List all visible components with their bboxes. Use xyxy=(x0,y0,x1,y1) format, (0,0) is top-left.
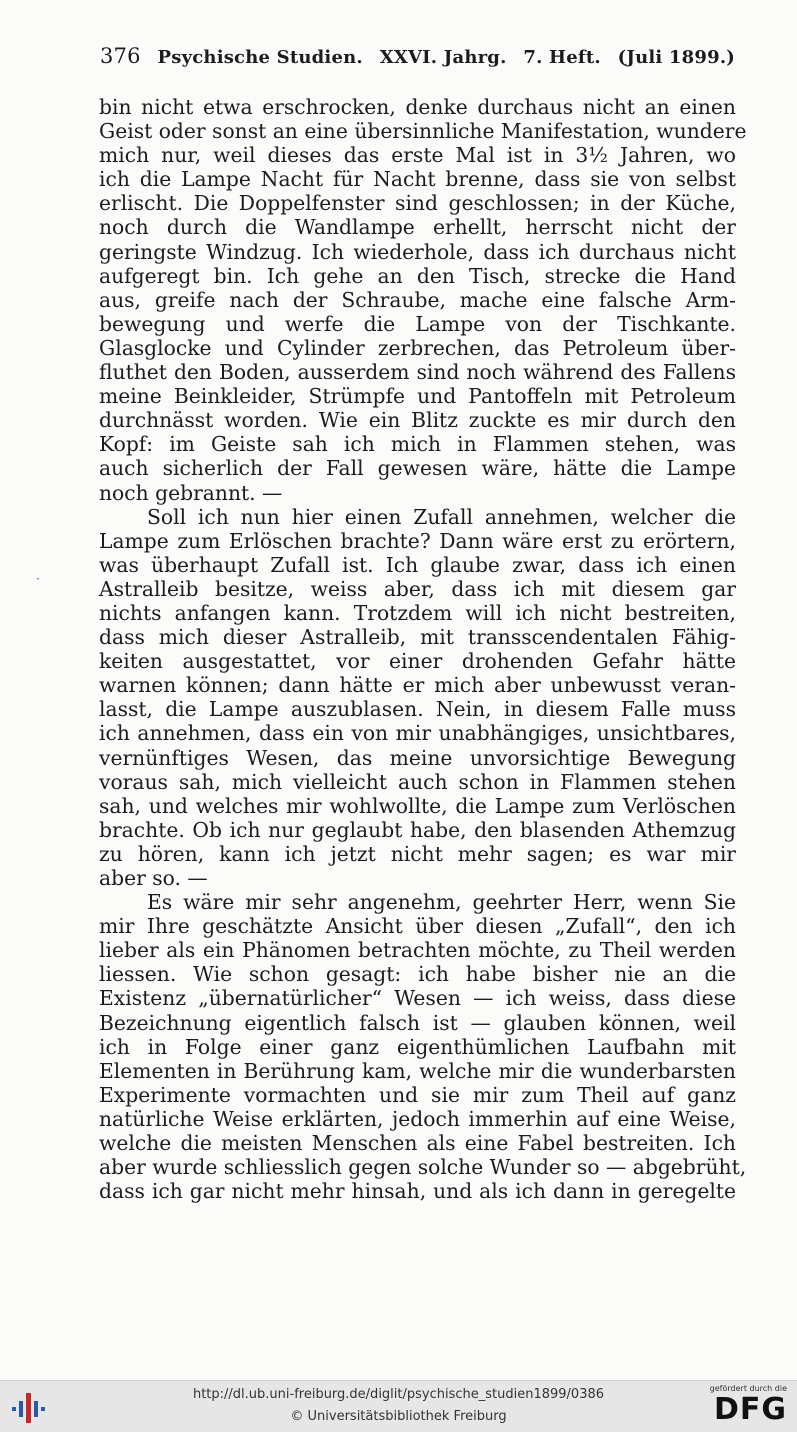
text-line: ich in Folge einer ganz eigenthümlichen Laufbahn mit xyxy=(99,1034,736,1059)
text-line: voraus sah, mich vielleicht auch schon in Flammen stehen xyxy=(99,769,736,794)
text-line: aufgeregt bin. Ich gehe an den Tisch, strecke die Hand xyxy=(99,263,736,288)
text-line: Geist oder sonst an eine übersinnliche Manifestation, wundere xyxy=(99,119,747,144)
text-line: mir Ihre geschätzte Ansicht über diesen „Zufall“, den ich xyxy=(99,914,736,939)
text-line: noch durch die Wandlampe erhellt, herrscht nicht der xyxy=(99,215,736,240)
text-line: aber wurde schliesslich gegen solche Wunder so — abgebrüht, xyxy=(99,1155,747,1180)
text-line: welche die meisten Menschen als eine Fabel bestreiten. Ich xyxy=(99,1131,736,1156)
text-line: noch gebrannt. — xyxy=(99,480,283,505)
text-line: lasst, die Lampe auszublasen. Nein, in diesem Falle muss xyxy=(99,697,736,722)
text-line: liessen. Wie schon gesagt: ich habe bisher nie an die xyxy=(99,962,736,987)
document-url-link[interactable]: http://dl.ub.uni-freiburg.de/diglit/psychische_studien1899/0386 xyxy=(192,1387,605,1402)
text-line: lieber als ein Phänomen betrachten möchte, zu Theil werden xyxy=(99,938,736,963)
text-line: Astralleib besitze, weiss aber, dass ich mit diesem gar xyxy=(99,576,736,601)
text-line: zu hören, kann ich jetzt nicht mehr sagen; es war mir xyxy=(99,841,736,866)
text-line: aber so. — xyxy=(99,866,208,890)
text-line: Bezeichnung eigentlich falsch ist — glauben können, weil xyxy=(99,1010,736,1035)
sponsor-tagline: gefördert durch die xyxy=(709,1384,787,1393)
text-line: was überhaupt Zufall ist. Ich glaube zwar, dass ich einen xyxy=(99,552,736,577)
text-line: auch sicherlich der Fall gewesen wäre, hätte die Lampe xyxy=(99,456,736,481)
text-line: ich die Lampe Nacht für Nacht brenne, dass sie von selbst xyxy=(99,167,736,192)
text-line: Soll ich nun hier einen Zufall annehmen, welcher die xyxy=(147,504,736,529)
text-line: fluthet den Boden, ausserdem sind noch während des Fallens xyxy=(99,360,736,385)
volume-label: XXVI. Jahrg. xyxy=(379,47,507,68)
text-line: Experimente vormachten und sie mir zum Theil auf ganz xyxy=(99,1082,736,1107)
text-line: dass mich dieser Astralleib, mit transscendentalen Fähig- xyxy=(99,625,736,650)
text-line: warnen können; dann hätte er mich aber unbewusst veran- xyxy=(99,673,736,698)
text-line: sah, und welches mir wohlwollte, die Lampe zum Verlöschen xyxy=(99,793,736,818)
copyright-notice: © Universitätsbibliothek Freiburg xyxy=(290,1409,507,1424)
text-line: meine Beinkleider, Strümpfe und Pantoffeln mit Petroleum xyxy=(99,384,736,409)
text-line: Es wäre mir sehr angenehm, geehrter Herr, wenn Sie xyxy=(147,890,736,915)
viewer-footer xyxy=(0,1380,797,1432)
text-line: geringste Windzug. Ich wiederhole, dass ich durchaus nicht xyxy=(99,239,736,264)
text-line: erlischt. Die Doppelfenster sind geschlossen; in der Küche, xyxy=(99,191,736,216)
text-line: bewegung und werfe die Lampe von der Tischkante. xyxy=(99,311,736,336)
page-number: 376 xyxy=(100,44,141,68)
issue-label: 7. Heft. xyxy=(523,47,601,68)
text-line: aus, greife nach der Schraube, mache eine falsche Arm- xyxy=(99,287,736,312)
issue-date: (Juli 1899.) xyxy=(617,47,735,68)
dfg-logo: DFG xyxy=(713,1392,787,1427)
text-line: Lampe zum Erlöschen brachte? Dann wäre erst zu erörtern, xyxy=(99,528,736,553)
text-line: durchnässt worden. Wie ein Blitz zuckte es mir durch den xyxy=(99,408,736,433)
body-text xyxy=(99,95,747,1227)
text-line: mich nur, weil dieses das erste Mal ist in 3½ Jahren, wo xyxy=(99,143,736,168)
text-line: Kopf: im Geiste sah ich mich in Flammen stehen, was xyxy=(99,432,736,457)
text-line: ich annehmen, dass ein von mir unabhängiges, unsichtbares, xyxy=(99,721,736,746)
text-line: keiten ausgestattet, vor einer drohenden Gefahr hätte xyxy=(99,649,736,674)
text-line: Elementen in Berührung kam, welche mir die wunderbarsten xyxy=(99,1058,736,1083)
text-line: vernünftiges Wesen, das meine unvorsichtige Bewegung xyxy=(99,745,736,770)
text-line: nichts anfangen kann. Trotzdem will ich nicht bestreiten, xyxy=(99,600,736,625)
text-line: Existenz „übernatürlicher“ Wesen — ich weiss, dass diese xyxy=(99,986,736,1011)
margin-dot: · xyxy=(36,572,40,586)
text-line: Glasglocke und Cylinder zerbrechen, das Petroleum über- xyxy=(99,335,736,360)
text-line: dass ich gar nicht mehr hinsah, und als ich dann in geregelte xyxy=(99,1179,736,1204)
text-line: bin nicht etwa erschrocken, denke durchaus nicht an einen xyxy=(99,95,736,119)
text-line: natürliche Weise erklärten, jedoch immerhin auf eine Weise, xyxy=(99,1106,736,1131)
running-title: Psychische Studien. xyxy=(157,47,363,68)
text-line: brachte. Ob ich nur geglaubt habe, den blasenden Athemzug xyxy=(99,817,736,842)
dfg-sponsor xyxy=(697,1384,787,1430)
running-header xyxy=(100,44,735,68)
text-line xyxy=(99,1203,736,1227)
